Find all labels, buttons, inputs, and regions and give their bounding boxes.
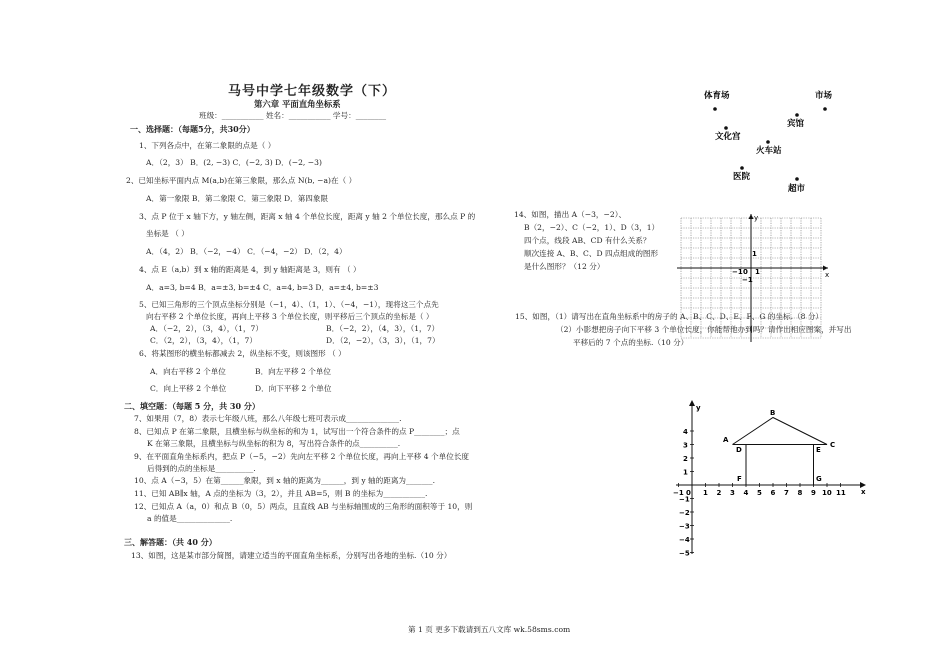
q6-option-a: A．向右平移 2 个单位 <box>150 367 226 376</box>
grid-14-figure <box>675 212 835 344</box>
q5-option-c: C．（2，2），（3，4），（1，7） <box>150 336 257 345</box>
q7: 7、如果用（7，8）表示七年级八班，那么八年级七班可表示成______________. <box>134 414 402 423</box>
house-x-tick: 6 <box>770 489 776 497</box>
q12-line2: a 的值是______________. <box>147 514 233 523</box>
q6-option-b: B．向左平移 2 个单位 <box>255 367 331 376</box>
house-y-tick: −4 <box>679 536 690 544</box>
q6-option-c: C．向上平移 2 个单位 <box>150 384 227 393</box>
house-point-f: F <box>737 475 742 483</box>
city-map-figure <box>700 80 850 205</box>
chapter-title: 第六章 平面直角坐标系 <box>254 99 341 109</box>
house-x-tick: 8 <box>797 489 803 497</box>
q14-line5: 是什么图形？（12 分） <box>524 262 605 271</box>
q2-options: A．第一象限 B．第二象限 C．第三象限 D．第四象限 <box>146 194 329 203</box>
q9-line1: 9、在平面直角坐标系内，把点 P（−5，−2）先向左平移 2 个单位长度，再向上平移 4 个单位长度 <box>134 452 470 461</box>
q11: 11、已知 AB∥x 轴，A 点的坐标为（3，2），并且 AB=5，则 B 的坐标为___________. <box>134 489 428 498</box>
q5-option-a: A．（−2，2），（3，4），（1，7） <box>150 324 263 333</box>
q1: 1、下列各点中，在第二象限的点是（ ） <box>139 141 276 150</box>
house-x-tick: −1 <box>673 489 684 497</box>
q5-option-b: B．（−2，2），（4，3），（1，7） <box>326 324 440 333</box>
house-y-tick: 2 <box>683 455 688 463</box>
house-y-arrow <box>689 400 695 406</box>
place-train-station-dot <box>766 140 770 144</box>
house-y-tick: −2 <box>679 509 690 517</box>
q3-line1: 3、点 P 位于 x 轴下方，y 轴左侧，距离 x 轴 4 个单位长度，距离 y 轴 2 个单位长度，那么点 P 的 <box>139 212 476 221</box>
house-x-tick: 7 <box>784 489 789 497</box>
q9-line2: 后得到的点的坐标是__________. <box>147 464 256 473</box>
house-x-tick: 10 <box>822 489 832 497</box>
section-3-title: 三、解答题：（共 40 分） <box>124 537 217 547</box>
q5-line2: 向右平移 2 个单位长度，再向上平移 3 个单位长度，则平移后三个顶点的坐标是（ ） <box>146 312 434 321</box>
house-point-c: C <box>830 441 836 449</box>
grid14-y-label: y <box>754 214 759 222</box>
place-hospital-dot <box>740 166 744 170</box>
place-train-station: 火车站 <box>756 146 782 156</box>
q10: 10、点 A（−3，5）在第______象限，到 x 轴的距离为______，到 y 轴的距离为_______. <box>134 476 436 485</box>
house-y-tick: 4 <box>683 428 688 436</box>
student-info: 班级：___________ 姓名：___________ 学号：________ <box>199 111 387 120</box>
q1-options: A．（2，3） B．(2, −3) C．(−2, 3) D．(−2, −3) <box>146 158 322 167</box>
house-x-label: x <box>861 488 866 496</box>
house-y-tick: 3 <box>683 441 688 450</box>
house-x-tick: 4 <box>743 489 749 497</box>
house-y-tick: −5 <box>679 549 690 558</box>
place-stadium-dot <box>713 107 717 111</box>
q4: 4、点 E（a,b）到 x 轴的距离是 4，到 y 轴距离是 3，则有 （ ） <box>139 265 361 274</box>
house-x-tick: 9 <box>811 489 816 497</box>
place-hotel: 宾馆 <box>787 119 805 129</box>
grid14-origin: 0 <box>743 268 748 276</box>
q5-line1: 5、已知三角形的三个顶点坐标分别是（−1，4）、（1，1）、（−4，−1），现将这三个点先 <box>139 300 439 309</box>
place-stadium: 体育场 <box>704 91 730 101</box>
house-x-tick: 1 <box>703 489 708 497</box>
q14-line4: 顺次连接 A、B、C、D 四点组成的图形 <box>524 249 659 258</box>
q6-option-d: D．向下平移 2 个单位 <box>255 384 332 393</box>
grid14-x-label: x <box>825 271 830 279</box>
q8-line1: 8、已知点 P 在第二象限，且横坐标与纵坐标的和为 1，试写出一个符合条件的点 P________；点 <box>134 427 460 436</box>
house-y-label: y <box>696 404 701 412</box>
house-x-tick: 5 <box>757 489 762 497</box>
page-footer: 第 1 页 更多下载请到五八文库 wk.58sms.com <box>408 625 571 634</box>
section-1-title: 一、选择题：（每题5分，共30分） <box>130 124 255 134</box>
q12-line1: 12、已知点 A（a，0）和点 B（0，5）两点，且直线 AB 与坐标轴围成的三角形的面积等于 10，则 <box>134 502 473 511</box>
house-y-tick: −1 <box>679 495 690 504</box>
place-culture-palace: 文化宫 <box>715 132 741 142</box>
grid14-y-tick-neg1: −1 <box>742 276 753 284</box>
q4-options: A．a=3, b=4 B．a=±3, b=±4 C．a=4, b=3 D．a=±4, b=±3 <box>146 283 379 292</box>
grid14-y-arrow <box>749 214 754 219</box>
house-y-tick: 1 <box>683 468 688 477</box>
grid14-x-arrow <box>823 266 828 271</box>
grid14-y-tick-1: 1 <box>752 250 757 258</box>
house-roof <box>733 418 828 445</box>
q14-line3: 四个点，线段 AB、CD 有什么关系？ <box>524 236 651 245</box>
house-x-tick: 0 <box>686 489 691 497</box>
house-figure <box>670 398 870 558</box>
grid14-x-tick-neg1: −1 <box>732 268 743 276</box>
q3-line2: 坐标是 （ ） <box>146 229 189 238</box>
q14-line2: B（2，−2）、C（−2，1）、D（3，1） <box>524 223 660 232</box>
q13: 13、如图，这是某市部分简图，请建立适当的平面直角坐标系，分别写出各地的坐标.（10 分） <box>131 551 452 560</box>
q8-line2: K 在第三象限，且横坐标与纵坐标的积为 8，写出符合条件的点__________. <box>147 439 401 448</box>
place-supermarket: 超市 <box>788 184 806 194</box>
q6: 6、将某图形的横坐标都减去 2，纵坐标不变，则该图形 （ ） <box>139 349 346 358</box>
house-point-g: G <box>816 475 822 483</box>
q5-option-d: D．（2，−2），（3，3），（1，7） <box>326 336 440 345</box>
page-title: 马号中学七年级数学（下） <box>228 84 397 99</box>
grid14-x-tick-1: 1 <box>755 268 760 276</box>
q3-options: A．（4，2） B．（−2，−4） C．（−4，−2） D．（2，4） <box>146 247 347 256</box>
house-point-e: E <box>816 446 821 454</box>
place-supermarket-dot <box>795 177 799 181</box>
house-point-b: B <box>770 409 776 417</box>
q15-line2: （2）小影想把房子向下平移 3 个单位长度，你能帮他办到吗？请作出相应图案，并写出 <box>556 325 852 334</box>
house-x-tick: 11 <box>836 489 846 497</box>
house-point-a: A <box>723 436 729 444</box>
place-culture-palace-dot <box>724 126 728 130</box>
place-market-dot <box>823 107 827 111</box>
place-hotel-dot <box>795 113 799 117</box>
house-x-tick: 3 <box>730 489 735 497</box>
q14-line1: 14、如图，描出 A（−3，−2）、 <box>514 210 627 219</box>
house-x-tick: 2 <box>716 489 722 497</box>
place-hospital: 医院 <box>733 172 751 182</box>
q2: 2、已知坐标平面内点 M(a,b)在第三象限，那么点 N(b, −a)在（ ） <box>126 176 357 185</box>
house-y-tick: −3 <box>679 522 690 531</box>
q15-line3: 平移后的 7 个点的坐标.（10 分） <box>573 338 689 347</box>
q15-line1: 15、如图，（1）请写出在直角坐标系中的房子的 A、B、C、D、E、F、G 的坐标.（8 分） <box>515 312 824 321</box>
place-market: 市场 <box>815 91 833 101</box>
section-2-title: 二、填空题：（每题 5 分，共 30 分） <box>124 401 260 411</box>
house-point-d: D <box>736 446 742 454</box>
